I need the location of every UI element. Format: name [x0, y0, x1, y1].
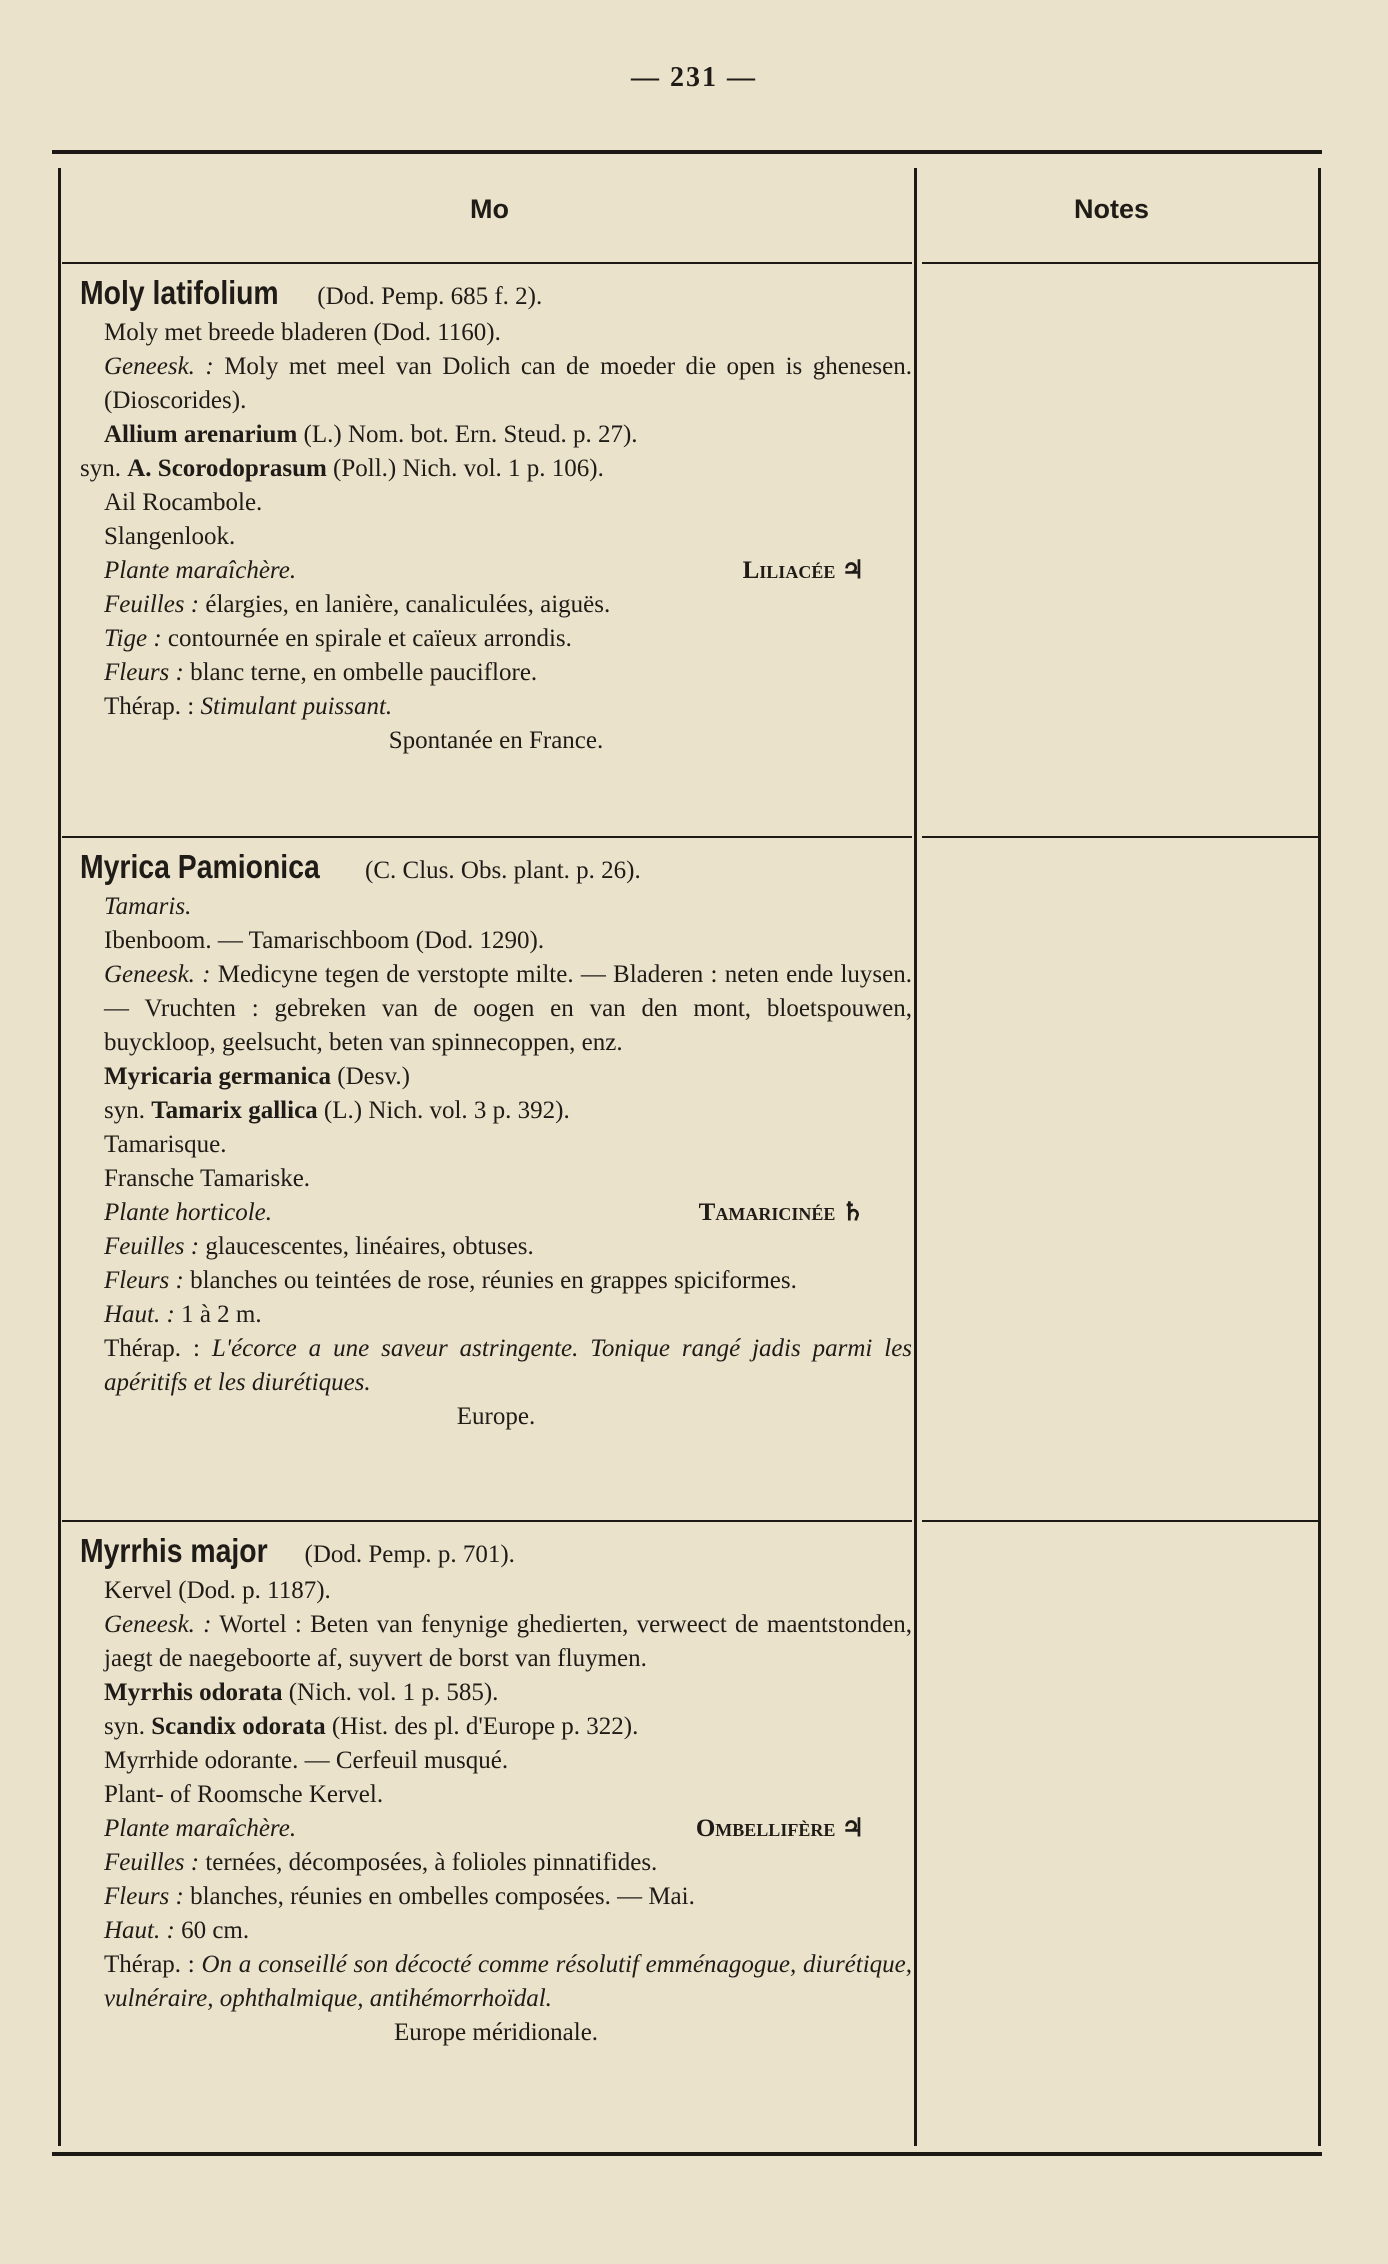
- geneesk-paragraph: [80, 958, 912, 1060]
- fleurs-text: blanc terne, en ombelle pauciflore.: [190, 659, 538, 686]
- entry-title-reference: (Dod. Pemp. p. 701).: [304, 1541, 515, 1568]
- header-rule-notes: [922, 262, 1318, 264]
- therap-line: [80, 1948, 912, 2016]
- feuilles-text: élargies, en lanière, canaliculées, aiguës.: [205, 591, 611, 618]
- synonym-line: [80, 452, 912, 486]
- haut-label: Haut. :: [104, 1917, 175, 1944]
- latin-name-line: [80, 1060, 912, 1094]
- haut-line: [80, 1914, 912, 1948]
- entry-myrrhis-major: [80, 1534, 912, 2050]
- plant-family: Liliacée ♃: [742, 557, 864, 584]
- entry-divider-1: [62, 836, 912, 838]
- origin: Spontanée en France.: [388, 727, 604, 754]
- entry-title: Myrrhis major: [80, 1532, 268, 1569]
- entry-divider-2: [62, 1520, 912, 1522]
- geneesk-text: Wortel : Beten van fenynige ghedierten, verweect de maentstonden, jaegt de naegeboorte af, suyvert de borst van fluymen.: [104, 1611, 912, 1672]
- fleurs-label: Fleurs :: [104, 1267, 184, 1294]
- origin: Europe méridionale.: [393, 2019, 599, 2046]
- fleurs-line: [80, 1880, 912, 1914]
- synonym-line: [80, 1710, 912, 1744]
- feuilles-text: glaucescentes, linéaires, obtuses.: [205, 1233, 534, 1260]
- entry-title: Moly latifolium: [80, 274, 279, 311]
- tige-line: [80, 622, 912, 656]
- therap-text: On a conseillé son décocté comme résolutif emménagogue, diurétique, vulnéraire, ophthalmique, antihémorrhoïdal.: [104, 1951, 913, 2012]
- synonym-label: syn.: [80, 455, 121, 482]
- synonym-reference: (L.) Nich. vol. 3 p. 392).: [323, 1097, 570, 1124]
- geneesk-label: Geneesk. :: [104, 961, 211, 988]
- latin-name: Myrrhis odorata: [104, 1679, 283, 1706]
- tige-label: Tige :: [104, 625, 162, 652]
- latin-name-line: [80, 418, 912, 452]
- plant-family: Tamaricinée ♄: [698, 1199, 864, 1226]
- feuilles-label: Feuilles :: [104, 1233, 200, 1260]
- plant-type-line: [80, 1196, 912, 1230]
- haut-text: 60 cm.: [181, 1917, 250, 1944]
- tige-text: contournée en spirale et caïeux arrondis.: [167, 625, 572, 652]
- geneesk-paragraph: [80, 1608, 912, 1676]
- feuilles-label: Feuilles :: [104, 591, 200, 618]
- therap-label: Thérap. :: [104, 693, 195, 720]
- entry-myrica-pamionica: [80, 850, 912, 1434]
- fleurs-text: blanches ou teintées de rose, réunies en grappes spiciformes.: [190, 1267, 797, 1294]
- synonym-label: syn.: [104, 1097, 145, 1124]
- geneesk-paragraph: [80, 350, 912, 418]
- plant-type: Plante maraîchère.: [104, 1815, 297, 1842]
- dutch-name: Ibenboom. — Tamarischboom (Dod. 1290).: [104, 927, 545, 954]
- haut-line: [80, 1298, 912, 1332]
- plant-type: Plante maraîchère.: [104, 557, 297, 584]
- origin: Europe.: [456, 1403, 536, 1430]
- french-name: Myrrhide odorante. — Cerfeuil musqué.: [104, 1747, 509, 1774]
- synonym-line: [80, 1094, 912, 1128]
- synonym-label: syn.: [104, 1713, 145, 1740]
- therap-text: Stimulant puissant.: [200, 693, 393, 720]
- dutch-common-name: Plant- of Roomsche Kervel.: [104, 1781, 384, 1808]
- latin-reference: (L.) Nom. bot. Ern. Steud. p. 27).: [303, 421, 638, 448]
- therap-line: [80, 690, 912, 724]
- plant-type-line: [80, 1812, 912, 1846]
- fleurs-line: [80, 1264, 912, 1298]
- french-name: Tamarisque.: [104, 1131, 227, 1158]
- synonym-name: Tamarix gallica: [151, 1097, 318, 1124]
- column-header-notes: Notes: [1074, 194, 1150, 224]
- fleurs-label: Fleurs :: [104, 659, 184, 686]
- haut-text: 1 à 2 m.: [181, 1301, 262, 1328]
- entry-divider-2-notes: [922, 1520, 1318, 1522]
- synonym-reference: (Hist. des pl. d'Europe p. 322).: [331, 1713, 639, 1740]
- synonym-reference: (Poll.) Nich. vol. 1 p. 106).: [333, 455, 604, 482]
- dutch-name: Kervel (Dod. p. 1187).: [104, 1577, 331, 1604]
- geneesk-label: Geneesk. :: [104, 1611, 212, 1638]
- geneesk-label: Geneesk. :: [104, 353, 214, 380]
- plant-type-line: [80, 554, 912, 588]
- table-middle-rule: [914, 168, 917, 2146]
- french-name: Ail Rocambole.: [104, 489, 263, 516]
- entry-divider-1-notes: [922, 836, 1318, 838]
- dutch-name: Moly met breede bladeren (Dod. 1160).: [104, 319, 501, 346]
- dutch-common-name: Slangenlook.: [104, 523, 236, 550]
- column-header-mo: Mo: [470, 194, 509, 224]
- table-right-rule: [1318, 168, 1321, 2146]
- feuilles-label: Feuilles :: [104, 1849, 200, 1876]
- plant-type: Plante horticole.: [104, 1199, 273, 1226]
- entry-title-reference: (Dod. Pemp. 685 f. 2).: [317, 283, 543, 310]
- feuilles-line: [80, 588, 912, 622]
- fleurs-label: Fleurs :: [104, 1883, 184, 1910]
- latin-name-line: [80, 1676, 912, 1710]
- fleurs-text: blanches, réunies en ombelles composées. — Mai.: [190, 1883, 695, 1910]
- therap-line: [80, 1332, 912, 1400]
- haut-label: Haut. :: [104, 1301, 175, 1328]
- dutch-common-name: Fransche Tamariske.: [104, 1165, 311, 1192]
- feuilles-line: [80, 1846, 912, 1880]
- geneesk-text: Medicyne tegen de verstopte milte. — Bladeren : neten ende luysen. — Vruchten : gebreken van de oogen en van den mont, bloetspouwen, buyckloop, geelsucht, beten van spinnecoppen, enz.: [104, 961, 913, 1056]
- therap-label: Thérap. :: [104, 1951, 195, 1978]
- header-rule: [62, 262, 912, 264]
- plant-family: Ombellifère ♃: [695, 1815, 864, 1842]
- synonym-name: Scandix odorata: [151, 1713, 326, 1740]
- alternate-name: Tamaris.: [104, 893, 192, 920]
- therap-text: L'écorce a une saveur astringente. Tonique rangé jadis parmi les apéritifs et les diurétiques.: [104, 1335, 913, 1396]
- latin-reference: (Nich. vol. 1 p. 585).: [288, 1679, 499, 1706]
- table-left-rule: [58, 168, 61, 2146]
- therap-label: Thérap. :: [104, 1335, 200, 1362]
- entry-title-reference: (C. Clus. Obs. plant. p. 26).: [365, 857, 641, 884]
- entries-table: [52, 150, 1322, 2156]
- geneesk-text: Moly met meel van Dolich can de moeder die open is ghenesen. (Dioscorides).: [104, 353, 913, 414]
- latin-name: Myricaria germanica: [104, 1063, 331, 1090]
- latin-name: Allium arenarium: [104, 421, 298, 448]
- feuilles-text: ternées, décomposées, à folioles pinnatifides.: [205, 1849, 658, 1876]
- feuilles-line: [80, 1230, 912, 1264]
- latin-reference: (Desv.): [337, 1063, 410, 1090]
- fleurs-line: [80, 656, 912, 690]
- page-number: — 231 —: [631, 62, 757, 93]
- entry-moly-latifolium: [80, 276, 912, 758]
- synonym-name: A. Scorodoprasum: [127, 455, 327, 482]
- entry-title: Myrica Pamionica: [80, 848, 320, 885]
